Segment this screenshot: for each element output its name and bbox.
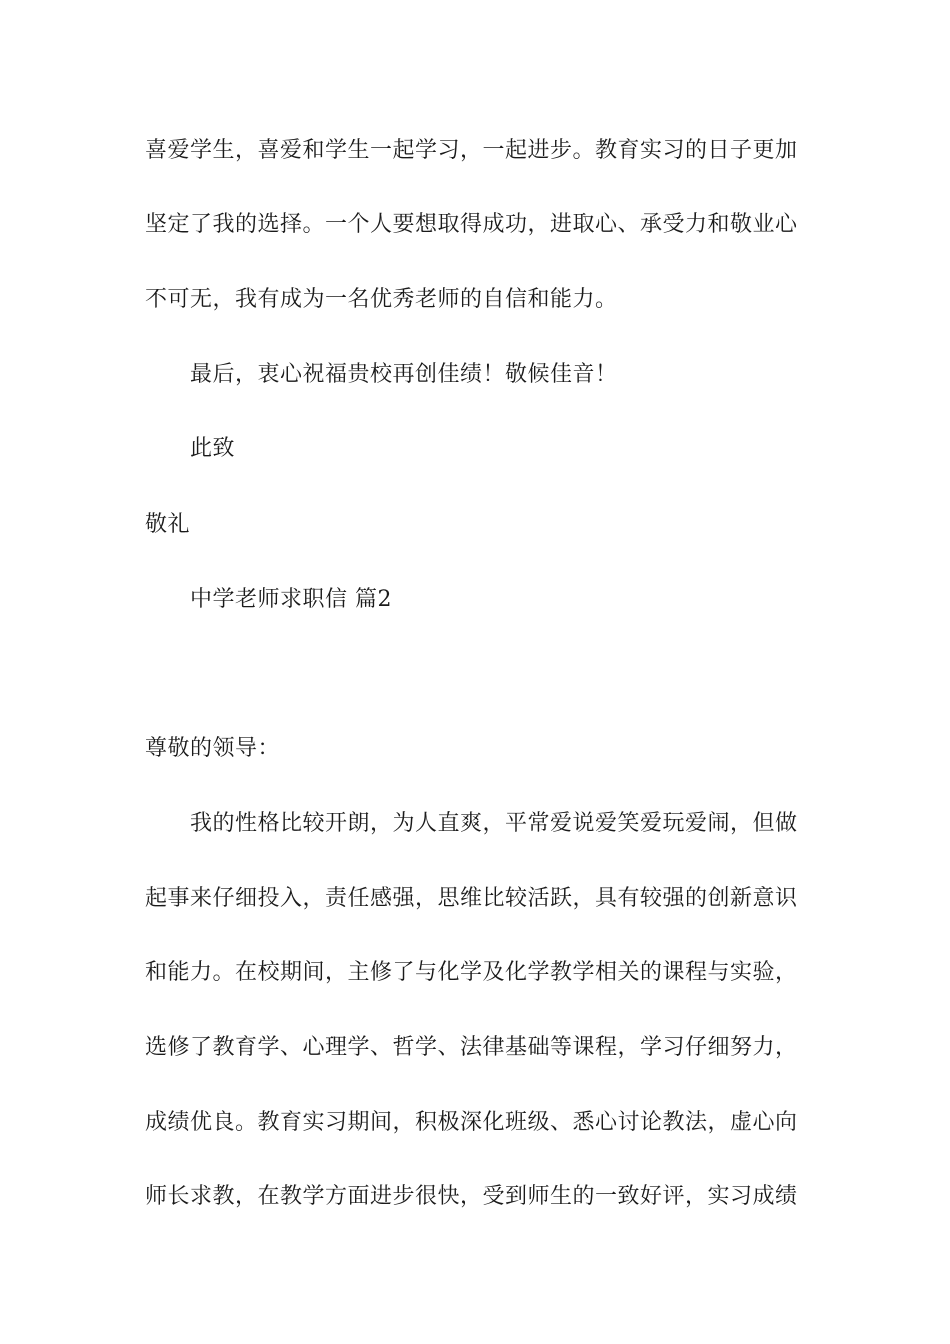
paragraph-2-line-1: 我的性格比较开朗，为人直爽，平常爱说爱笑爱玩爱闹，但做 [190,811,798,836]
salutation: 尊敬的领导： [145,736,281,761]
section-heading: 中学老师求职信 篇2 [190,587,392,612]
closing-wish: 最后，衷心祝福贵校再创佳绩！敬候佳音！ [190,362,618,387]
closing-jingli: 敬礼 [145,512,191,537]
paragraph-1-line-2: 坚定了我的选择。一个人要想取得成功，进取心、承受力和敬业心 [145,212,798,237]
paragraph-2-line-4: 选修了教育学、心理学、哲学、法律基础等课程，学习仔细努力， [145,1035,798,1060]
paragraph-1-line-1: 喜爱学生，喜爱和学生一起学习，一起进步。教育实习的日子更加 [145,138,798,163]
closing-cizhi: 此致 [190,436,236,461]
paragraph-2-line-6: 师长求教，在教学方面进步很快，受到师生的一致好评，实习成绩 [145,1184,798,1209]
paragraph-2-line-2: 起事来仔细投入，责任感强，思维比较活跃，具有较强的创新意识 [145,886,798,911]
paragraph-2-line-3: 和能力。在校期间，主修了与化学及化学教学相关的课程与实验， [145,960,798,985]
paragraph-2-line-5: 成绩优良。教育实习期间，积极深化班级、悉心讨论教法，虚心向 [145,1110,798,1135]
paragraph-1-line-3: 不可无，我有成为一名优秀老师的自信和能力。 [145,287,618,312]
